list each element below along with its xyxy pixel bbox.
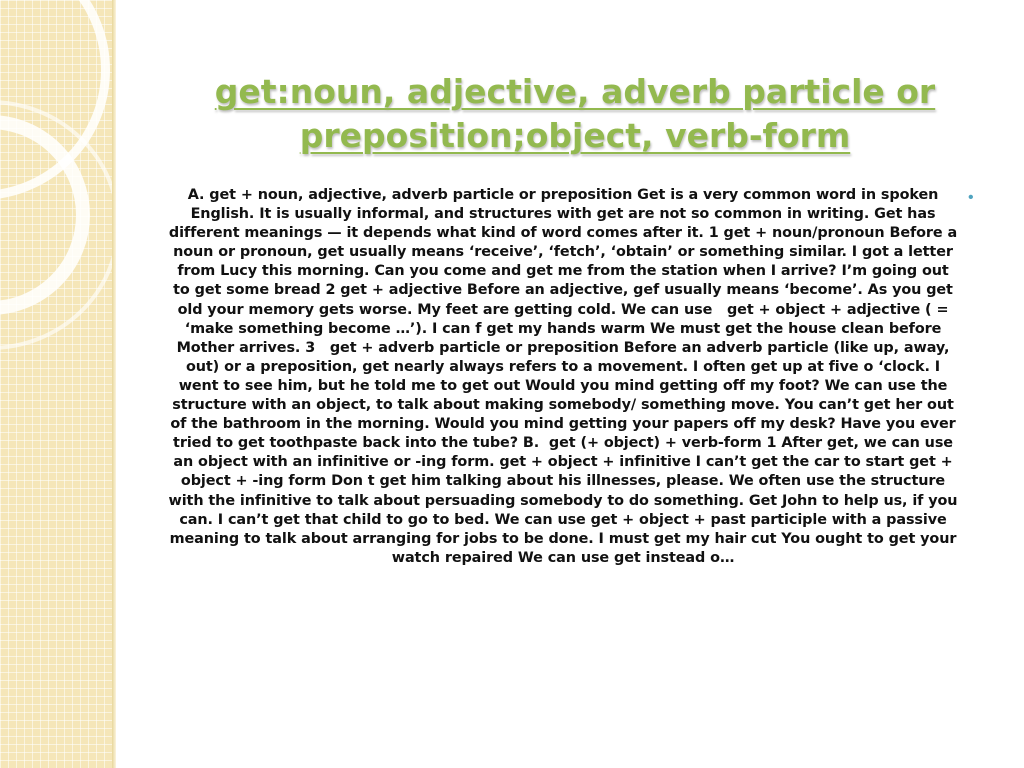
decorative-sidebar [0,0,112,768]
bullet-point-icon: • [968,189,974,206]
slide-title: get:noun, adjective, adverb particle or preposition;object, verb-form [214,72,936,155]
sidebar-edge [112,0,116,768]
slide-body-text: A. get + noun, adjective, adverb particle or preposition Get is a very common word in spoken English. It is usually informal, and structures with get are not so common in writing. Get has different meanings — it depends what kind of word comes after it. 1 get + noun/pronoun Before a noun or pronoun, get usually means ‘receive’, ‘fetch’, ‘obtain’ or something similar. I got a letter from Lucy this morning. Can you come and get me from the station when I arrive? I’m going out to get some bread 2 get + adjective Before an adjective, gef usually means ‘become’. As you get old your memory gets worse. My feet are getting cold. We can use get + object + adjective ( = ‘make something become …’). I can f get my hands warm We must get the house clean before Mother arrives. 3 get + adverb particle or preposition Before an adverb particle (like up, away, out) or a preposition, get nearly always refers to a movement. I often get up at five o ‘clock. I went to see him, but he told me to get out Would you mind getting off my foot? We can use the structure with an object, to talk about making somebody/ something move. You can’t get her out of the bathroom in the morning. Would you mind getting your papers off my desk? Have you ever tried to get toothpaste back into the tube? B. get (+ object) + verb-form 1 After get, we can use an object with an infinitive or -ing form. get + object + infinitive I can’t get the car to start get + object + -ing form Don t get him talking about his illnesses, please. We often use the structure with the infinitive to talk about persuading somebody to do something. Get John to help us, if you can. I can’t get that child to go to bed. We can use get + object + past participle with a passive meaning to talk about arranging for jobs to be done. I must get my hair cut You ought to get your watch repaired We can use get instead o… [168,187,958,566]
